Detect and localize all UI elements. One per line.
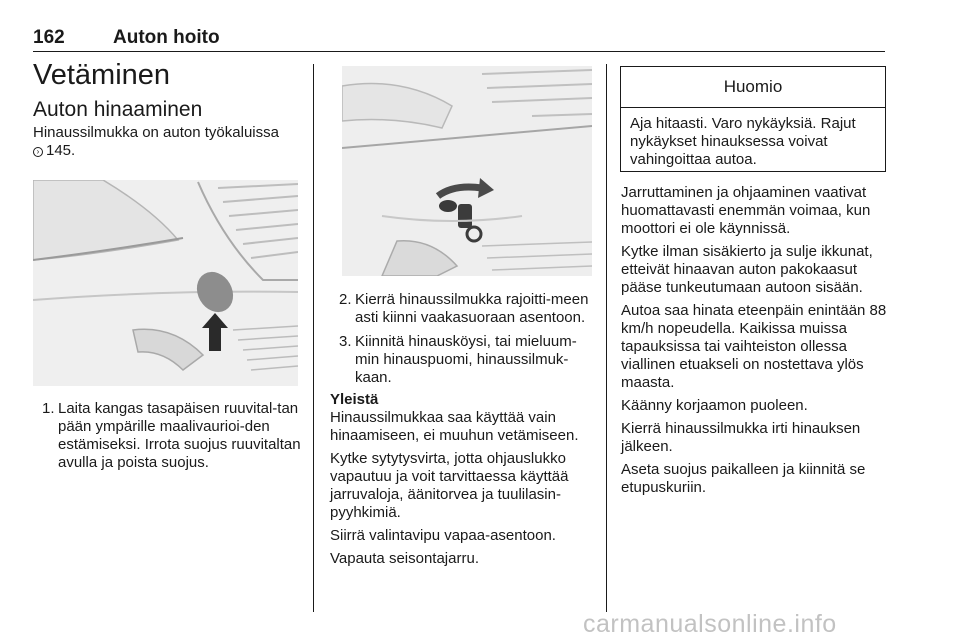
middle-column bbox=[330, 291, 595, 573]
figure-towing-eye bbox=[342, 66, 592, 276]
watermark: carmanualsonline.info bbox=[583, 610, 837, 638]
subsection-title: Auton hinaaminen bbox=[33, 98, 203, 121]
right-paragraph: Autoa saa hinata eteenpäin enintään 88 km/h nopeudella. Kaikissa muissa tapauksissa tai vaihteiston ollessa viallinen etuakseli on nostettava ylös maasta. bbox=[621, 302, 887, 391]
intro-sentence: Hinaussilmukka on auton työkaluissa bbox=[33, 124, 279, 141]
right-paragraph: Jarruttaminen ja ohjaaminen vaativat huomattavasti enemmän voimaa, kun moottori ei ole käynnissä. bbox=[621, 184, 871, 237]
step-item: 3. Kiinnitä hinausköysi, tai mieluum-min hinauspuomi, hinaussilmuk-kaan. bbox=[339, 333, 577, 386]
column-divider-left bbox=[313, 64, 314, 612]
right-paragraph: Käänny korjaamon puoleen. bbox=[621, 397, 808, 414]
page-header bbox=[33, 27, 885, 49]
page-number: 162 bbox=[33, 27, 65, 48]
step-list-1 bbox=[33, 400, 301, 472]
intro-text bbox=[33, 124, 301, 160]
step-item: 2. Kierrä hinaussilmukka rajoitti-meen asti kiinni vaakasuoraan asentoon. bbox=[339, 291, 589, 326]
header-divider bbox=[33, 51, 885, 52]
right-paragraph: Kytke ilman sisäkierto ja sulje ikkunat, etteivät hinaavan auton pakokaasut pääse tunkeutumaan autoon sisään. bbox=[621, 243, 873, 296]
note-title: Huomio bbox=[621, 67, 885, 108]
column-divider-right bbox=[606, 64, 607, 612]
general-paragraph: Kytke sytytysvirta, jotta ohjauslukko vapautuu ja voit tarvittaessa käyttää jarruvaloja, äänitorvea ja tuulilasin-pyyhkimiä. bbox=[330, 450, 569, 521]
note-text: Aja hitaasti. Varo nykäyksiä. Rajut nykäykset hinauksessa voivat vahingoittaa autoa. bbox=[630, 115, 856, 168]
page-reference-icon: › bbox=[33, 147, 43, 157]
intro-ref-page: 145. bbox=[46, 142, 76, 159]
right-column bbox=[621, 184, 887, 502]
general-paragraph: Hinaussilmukkaa saa käyttää vain hinaamiseen, ei muuhun vetämiseen. bbox=[330, 409, 579, 444]
figure-bumper-cover bbox=[33, 180, 298, 386]
section-title: Vetäminen bbox=[33, 59, 171, 91]
left-column bbox=[33, 58, 301, 160]
caution-note bbox=[620, 66, 886, 172]
right-paragraph: Aseta suojus paikalleen ja kiinnitä se etupuskuriin. bbox=[621, 461, 866, 496]
right-paragraph: Kierrä hinaussilmukka irti hinauksen jälkeen. bbox=[621, 420, 861, 455]
chapter-title: Auton hoito bbox=[113, 27, 220, 48]
general-paragraph: Siirrä valintavipu vapaa-asentoon. bbox=[330, 527, 556, 544]
step-item: 1. Laita kangas tasapäisen ruuvital-tan pään ympärille maalivaurioi-den estämiseksi. Irrota suojus ruuvitaltan avulla ja poista suojus. bbox=[42, 400, 301, 471]
general-paragraph: Vapauta seisontajarru. bbox=[330, 550, 479, 567]
general-heading: Yleistä bbox=[330, 391, 379, 408]
